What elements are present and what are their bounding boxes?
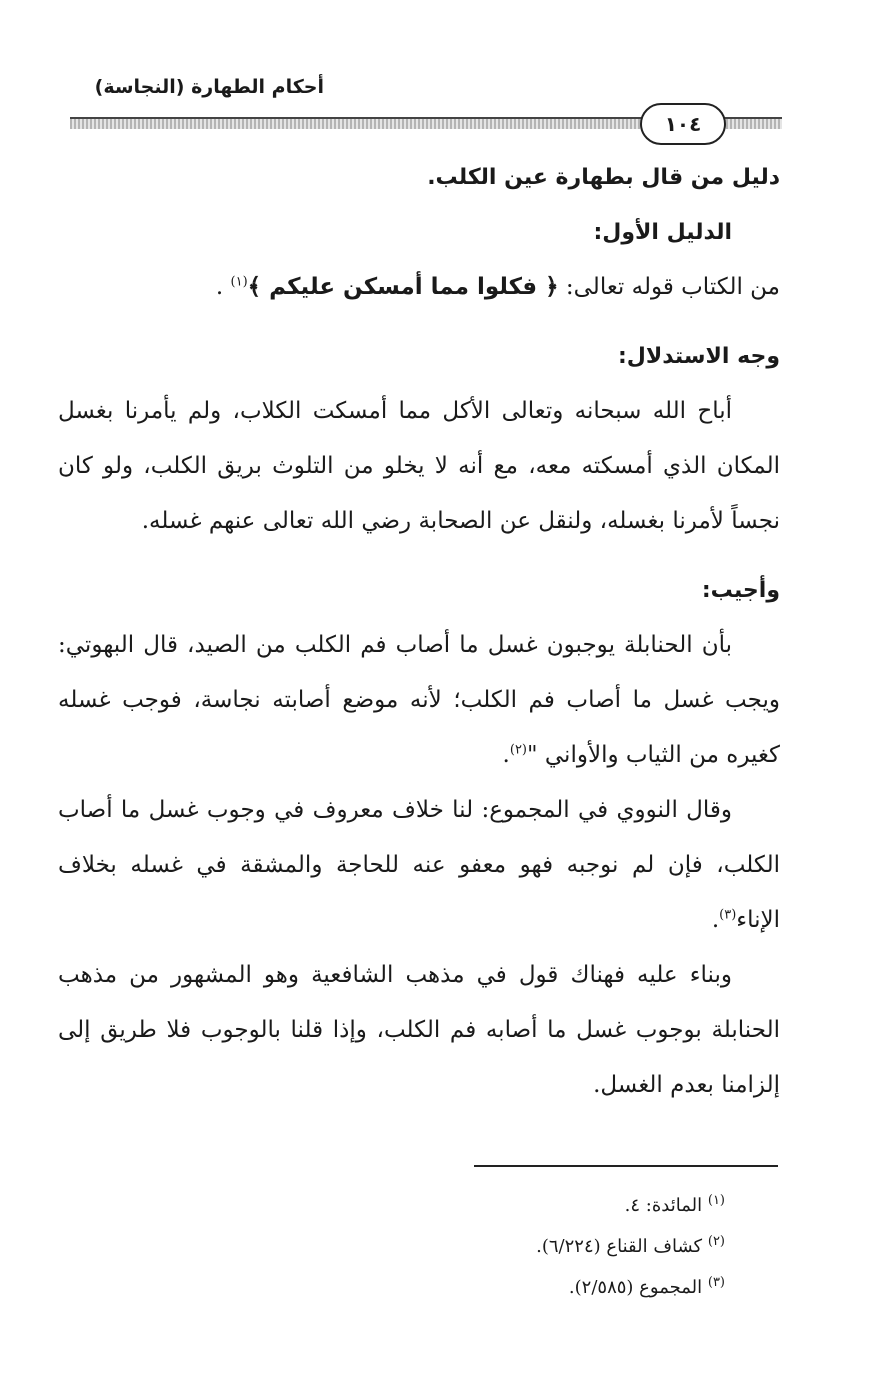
footnote-marker: (١): [707, 1193, 725, 1208]
paragraph-answer-2: [58, 783, 780, 948]
spacer: [58, 549, 780, 563]
spacer: [58, 315, 780, 329]
footnote-text: المائدة: ٤.: [624, 1195, 703, 1216]
paragraph-reasoning: أباح الله سبحانه وتعالى الأكل مما أمسكت الكلاب، ولم يأمرنا بغسل المكان الذي أمسكته معه، مع أنه لا يخلو من التلوث بريق الكلب، ولو كان نجساً لأمرنا بغسله، ولنقل عن الصحابة رضي الله تعالى عنهم غسله.: [58, 398, 780, 534]
answer-1-text: بأن الحنابلة يوجبون غسل ما أصاب فم الكلب من الصيد، قال البهوتي: ويجب غسل ما أصاب فم الكلب؛ لأنه موضع أصابته نجاسة، فوجب غسله كغيره من الثياب والأواني ": [58, 632, 780, 768]
section-heading: دليل من قال بطهارة عين الكلب.: [427, 165, 780, 190]
footnote-separator: [474, 1165, 778, 1167]
quran-verse: ﴿ فكلوا مما أمسكن عليكم ﴾: [247, 274, 559, 300]
quran-end: .: [215, 274, 231, 300]
footnote-item: [300, 1267, 725, 1308]
footnote-item: [300, 1226, 725, 1267]
footnotes: [300, 1185, 725, 1308]
footnote-ref-2: (٢): [509, 742, 527, 758]
subheading-answer: وأجيب:: [701, 578, 780, 603]
footnote-text: كشاف القناع (٦/٢٢٤).: [536, 1236, 703, 1257]
answer-2-text: وقال النووي في المجموع: لنا خلاف معروف في وجوب غسل ما أصاب الكلب، فإن لم نوجبه فهو معفو عنه للحاجة والمشقة في غسله بخلاف الإناء: [58, 797, 780, 933]
paragraph-answer-1: [58, 618, 780, 783]
footnote-marker: (٣): [707, 1275, 725, 1290]
quran-intro: من الكتاب قوله تعالى:: [558, 274, 780, 300]
footnote-marker: (٢): [707, 1234, 725, 1249]
answer-1-end: .: [502, 742, 510, 768]
page-number: ١٠٤: [640, 103, 726, 145]
subheading-first-evidence: الدليل الأول:: [593, 220, 732, 245]
footnote-ref-1: (١): [230, 274, 248, 290]
quran-citation: [58, 260, 780, 315]
running-header-title: أحكام الطهارة (النجاسة): [94, 76, 324, 98]
paragraph-conclusion: وبناء عليه فهناك قول في مذهب الشافعية وهو المشهور من مذهب الحنابلة بوجوب غسل ما أصابه فم الكلب، وإذا قلنا بالوجوب فلا طريق إلى إلزامنا بعدم الغسل.: [58, 962, 780, 1098]
footnote-item: [300, 1185, 725, 1226]
footnote-text: المجموع (٢/٥٨٥).: [568, 1277, 703, 1298]
answer-2-end: .: [711, 907, 720, 933]
main-text: [58, 150, 780, 1113]
subheading-reasoning: وجه الاستدلال:: [617, 344, 780, 369]
footnote-ref-3: (٣): [719, 907, 737, 923]
